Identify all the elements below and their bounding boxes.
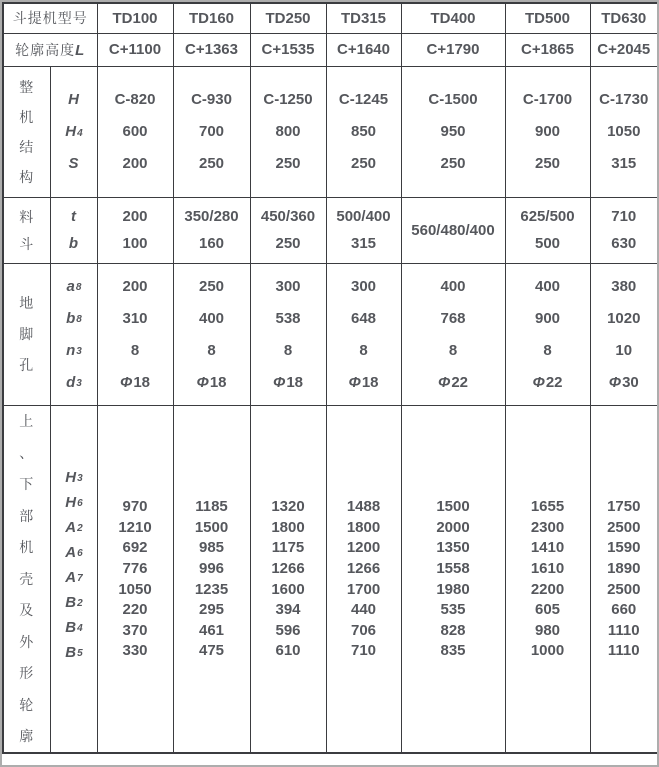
value-line: 475 [198,642,225,660]
value-line: 1175 [271,539,305,557]
variable-label: b [68,235,79,252]
value-line: 768 [440,309,466,327]
value-line: 315 [350,235,377,252]
value-line: 200 [122,155,148,172]
value-line: 630 [611,235,637,252]
group-label-char: 脚 [19,326,35,342]
value-cell [326,66,401,197]
value-line: 250 [275,155,301,172]
value-line: 1235 [194,580,229,598]
variable-label: H $_6$ [65,493,83,511]
variable-label: B $_4$ [65,618,83,636]
value-line: 535 [440,601,466,619]
value-line: 500 [534,235,561,252]
variable-label: S [68,155,79,172]
variable-label: n $_3$ [66,341,82,359]
group-label-char: 、 [19,444,35,461]
group-label-char: 形 [19,665,35,682]
section-row-anchor-holes [3,263,658,405]
group-label-char: 下 [19,476,35,493]
value-line: 970 [122,498,148,516]
variable-label: H [68,91,79,108]
value-line: 1500 [436,498,470,516]
value-line: 300 [350,277,377,295]
value-cell [250,197,326,263]
value-line: 1800 [271,518,305,536]
value-line: 400 [534,277,561,295]
value-cell [505,405,590,753]
column-header-td315: TD315 [326,3,401,33]
variable-label: t [71,208,76,225]
column-header-td400: TD400 [401,3,505,33]
value-line: 10 [615,341,633,359]
group-label-char: 料 [19,208,35,225]
value-cell [173,263,250,405]
value-cell [173,66,250,197]
value-line: 8 [130,341,140,359]
value-line: C-1250 [263,91,313,108]
value-line: 2500 [607,518,641,536]
value-cell [326,197,401,263]
group-label-char: 地 [19,295,35,311]
value-line: 605 [534,601,561,619]
value-line: 710 [611,208,637,225]
variable-label: A $_2$ [65,518,83,536]
group-label-char: 壳 [19,570,35,587]
value-line: 8 [207,341,216,359]
value-line: 1488 [346,498,381,516]
section-row-bucket [3,197,658,263]
value-line: 394 [275,601,301,619]
group-label-char: 机 [19,539,35,556]
value-line: 692 [122,539,148,557]
value-line: 1700 [346,580,381,598]
value-line: 1890 [607,559,641,577]
value-line: Φ 18 [272,373,304,391]
value-line: Φ 18 [348,373,379,391]
row-variable-labels-cell [50,405,97,753]
value-line: 310 [122,309,148,327]
value-line: 400 [440,277,466,295]
value-line: C-1730 [599,91,649,108]
value-cell: C+2045 [590,33,658,66]
value-line: C-820 [114,91,156,108]
phi-diameter-symbol: Φ [532,373,545,391]
column-header-td500: TD500 [505,3,590,33]
variable-label: a $_8$ [66,277,82,295]
value-line: 2000 [436,518,470,536]
value-line: 250 [275,235,301,252]
value-line: 400 [198,309,225,327]
value-line: C-1245 [338,91,389,108]
value-line: 200 [122,208,148,225]
value-line: 660 [611,601,637,619]
group-label-char: 结 [19,138,35,155]
variable-label: d $_3$ [66,373,82,391]
value-line: 350/280 [184,208,239,225]
value-line: 8 [359,341,368,359]
group-label-char: 构 [19,168,35,185]
value-cell: C+1640 [326,33,401,66]
value-cell: C+1535 [250,33,326,66]
value-cell [97,405,173,753]
section-row-whole-machine-structure [3,66,658,197]
value-cell [401,197,505,263]
value-line: 1655 [530,498,565,516]
value-cell [97,197,173,263]
value-cell [505,263,590,405]
value-line: 700 [198,123,225,140]
column-header-td630: TD630 [590,3,658,33]
value-cell [326,263,401,405]
value-cell [590,405,658,753]
section-group-label-cell [3,66,50,197]
value-line: 300 [275,277,301,295]
profile-height-label-cell [3,33,97,66]
value-cell: C+1865 [505,33,590,66]
variable-label: b $_8$ [66,309,82,327]
value-line: 380 [611,277,637,295]
value-line: Φ 22 [532,373,563,391]
value-line: 440 [350,601,377,619]
profile-height-row [3,33,658,66]
group-label-char: 廓 [19,728,35,745]
value-cell: C+1790 [401,33,505,66]
value-line: 1185 [195,498,228,516]
value-line: 250 [350,155,377,172]
phi-diameter-symbol: Φ [196,373,209,391]
value-line: 250 [198,277,225,295]
value-line: 625/500 [520,208,575,225]
vertical-group-label [4,288,50,381]
value-line: 295 [198,601,225,619]
value-line: 1050 [118,580,152,598]
value-cell [250,263,326,405]
group-label-char: 机 [19,108,35,125]
value-line: 1800 [346,518,381,536]
value-cell [173,197,250,263]
value-line: 8 [543,341,552,359]
value-line: 250 [534,155,561,172]
value-line: Φ 18 [196,373,227,391]
group-label-char: 外 [19,633,35,650]
value-line: 1020 [607,309,641,327]
value-line: 1320 [271,498,305,516]
value-line: 950 [440,123,466,140]
value-cell [97,263,173,405]
value-line: 370 [122,621,148,639]
value-line: 330 [122,642,148,660]
phi-diameter-symbol: Φ [348,373,361,391]
value-cell: C+1363 [173,33,250,66]
value-cell [97,66,173,197]
group-label-char: 轮 [19,696,35,713]
value-line: 538 [275,309,301,327]
value-line: 1410 [530,539,565,557]
value-line: 560/480/400 [411,221,495,239]
value-line: 706 [350,621,377,639]
value-line: 1500 [194,518,229,536]
variable-label: B $_2$ [65,593,83,611]
value-line: 985 [198,539,225,557]
column-header-td100: TD100 [97,3,173,33]
value-line: 1750 [607,498,641,516]
table-title-cell: 斗提机型号 [3,3,97,33]
vertical-group-label [4,406,50,753]
value-line: 450/360 [260,208,316,225]
vertical-group-label [4,72,50,192]
value-line: 2300 [530,518,565,536]
variable-label: A $_6$ [65,543,83,561]
group-label-char: 斗 [19,235,35,252]
value-line: 648 [350,309,377,327]
row-variable-labels-cell [50,197,97,263]
value-line: 1266 [346,559,381,577]
value-line: 200 [122,277,148,295]
value-cell [250,66,326,197]
value-line: 1110 [607,621,640,639]
value-cell [250,405,326,753]
value-cell [505,66,590,197]
value-line: 2500 [607,580,641,598]
row-variable-labels-cell [50,66,97,197]
value-line: 250 [440,155,466,172]
section-group-label-cell [3,197,50,263]
value-line: 900 [534,123,561,140]
value-line: C-1700 [522,91,573,108]
value-line: Φ 18 [119,373,151,391]
phi-diameter-symbol: Φ [119,373,133,391]
value-line: 250 [198,155,225,172]
value-line: 1266 [271,559,305,577]
value-line: 900 [534,309,561,327]
value-line: 315 [611,155,637,172]
value-line: 800 [275,123,301,140]
value-line: 1200 [346,539,381,557]
phi-diameter-symbol: Φ [608,373,622,391]
value-line: 980 [534,621,561,639]
value-line: 850 [350,123,377,140]
value-cell [505,197,590,263]
value-line: 461 [198,621,225,639]
value-cell: C+1100 [97,33,173,66]
value-line: 1110 [607,642,640,660]
value-line: C-1500 [428,91,478,108]
group-label-char: 上 [19,413,35,430]
value-line: 600 [122,123,148,140]
value-line: 500/400 [336,208,391,225]
value-cell [401,405,505,753]
variable-label: H $_4$ [65,123,83,140]
value-line: 1600 [271,580,305,598]
value-line: Φ 22 [437,373,469,391]
value-line: 828 [440,621,466,639]
column-header-td250: TD250 [250,3,326,33]
value-line: 1210 [118,518,152,536]
value-line: 1000 [530,642,565,660]
phi-diameter-symbol: Φ [437,373,451,391]
value-cell [590,66,658,197]
value-line: 220 [122,601,148,619]
value-cell [401,66,505,197]
value-line: 710 [350,642,377,660]
phi-diameter-symbol: Φ [272,373,286,391]
value-line: 1350 [436,539,470,557]
profile-height-label: 轮廓高度 [15,41,76,58]
value-line: 1980 [436,580,470,598]
vertical-group-label [4,203,50,257]
section-group-label-cell [3,263,50,405]
value-cell [173,405,250,753]
value-line: 610 [275,642,301,660]
value-line: 996 [198,559,225,577]
bucket-elevator-spec-table [2,2,659,754]
value-line: 2200 [530,580,565,598]
value-line: 835 [440,642,466,660]
group-label-char: 部 [19,507,35,524]
profile-height-var: L [75,41,86,59]
variable-label: H $_3$ [65,468,83,486]
group-label-char: 孔 [19,357,35,373]
value-line: 596 [275,621,301,639]
value-cell [401,263,505,405]
value-line: 8 [448,341,458,359]
value-line: 1590 [607,539,641,557]
group-label-char: 及 [19,602,35,619]
value-cell [326,405,401,753]
variable-label: B $_5$ [65,643,83,661]
value-line: 100 [122,235,148,252]
value-line: 1558 [436,559,470,577]
value-line: C-930 [191,91,232,108]
value-line: 1050 [607,123,641,140]
value-line: 8 [283,341,293,359]
value-line: 160 [198,235,225,252]
value-cell [590,197,658,263]
value-cell [590,263,658,405]
value-line: 776 [122,559,148,577]
column-header-td160: TD160 [173,3,250,33]
variable-label: A $_7$ [65,568,83,586]
section-group-label-cell [3,405,50,753]
value-line: Φ 30 [608,373,639,391]
value-line: 1610 [530,559,565,577]
model-header-row [3,3,658,33]
group-label-char: 整 [19,78,35,95]
section-row-casing-and-outline [3,405,658,753]
row-variable-labels-cell [50,263,97,405]
